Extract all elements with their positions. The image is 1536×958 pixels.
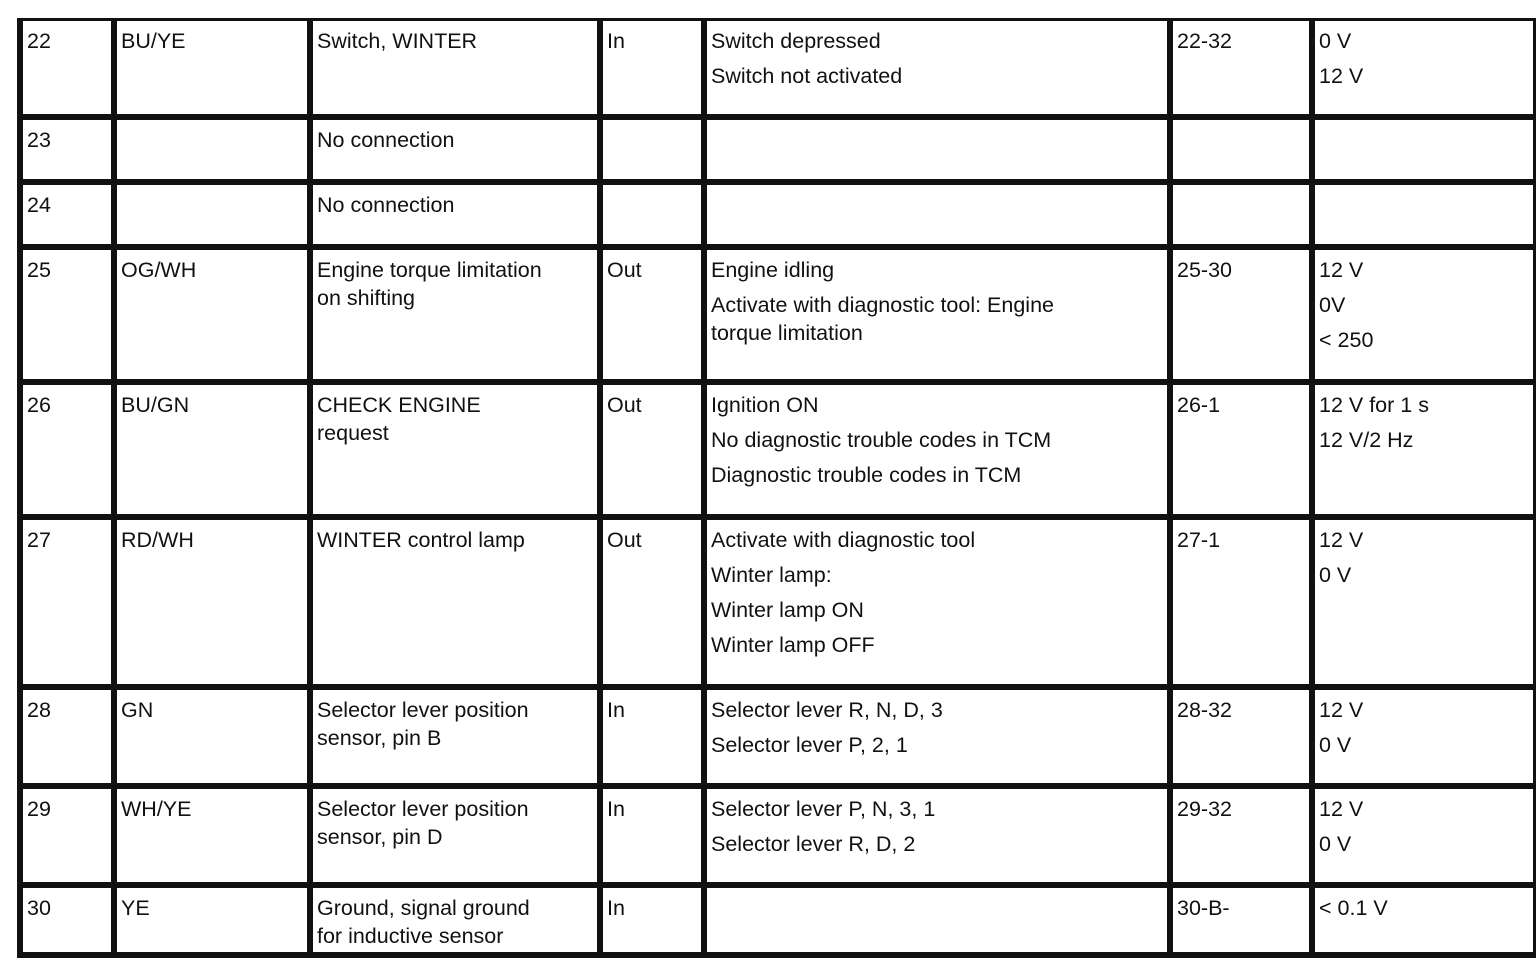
pin-function-line: Switch, WINTER (317, 29, 478, 53)
pin-function (310, 517, 600, 687)
test-conditions (704, 885, 1170, 955)
pin-number-text: 29 (27, 796, 51, 821)
wire-color (114, 786, 310, 885)
measure-points-text: 22-32 (1177, 29, 1232, 53)
test-conditions (704, 786, 1170, 885)
expected-values (1312, 687, 1536, 786)
wire-color (114, 687, 310, 786)
test-conditions (704, 382, 1170, 517)
table-row (20, 117, 1536, 182)
expected-values (1312, 382, 1536, 517)
pin-number (20, 687, 114, 786)
table-row (20, 786, 1536, 885)
test-conditions-line: Diagnostic trouble codes in TCM (711, 462, 1022, 487)
measure-points (1170, 885, 1312, 955)
measure-points (1170, 20, 1312, 117)
expected-values-line: 12 V for 1 s (1319, 392, 1429, 417)
test-conditions-line: Switch depressed (711, 29, 881, 53)
pin-number (20, 517, 114, 687)
signal-direction-text: Out (607, 257, 642, 282)
signal-direction (600, 885, 704, 955)
expected-values-line: 12 V (1319, 527, 1364, 552)
pin-function (310, 786, 600, 885)
wire-color (114, 182, 310, 247)
wire-color (114, 117, 310, 182)
pin-number (20, 786, 114, 885)
wire-color (114, 20, 310, 117)
measure-points (1170, 117, 1312, 182)
expected-values-line: 12 V (1319, 796, 1364, 821)
test-conditions-line: Winter lamp ON (711, 597, 864, 622)
test-conditions-line: Engine idling (711, 257, 835, 282)
table-row (20, 247, 1536, 382)
expected-values (1312, 786, 1536, 885)
measure-points (1170, 382, 1312, 517)
test-conditions-line: Selector lever R, D, 2 (711, 831, 916, 856)
signal-direction (600, 247, 704, 382)
expected-values-line: 0 V (1319, 732, 1352, 757)
pin-function-line: Selector lever position (317, 796, 529, 821)
pin-function-line: WINTER control lamp (317, 527, 525, 552)
expected-values-line: 0 V (1319, 29, 1352, 53)
signal-direction (600, 117, 704, 182)
pin-function (310, 885, 600, 955)
pin-rows (20, 20, 1536, 955)
table-row (20, 517, 1536, 687)
table-row (20, 20, 1536, 117)
expected-values-line: 0 V (1319, 562, 1352, 587)
pin-function (310, 182, 600, 247)
expected-values (1312, 117, 1536, 182)
pin-function-line: sensor, pin D (317, 824, 443, 849)
test-conditions-line: Winter lamp OFF (711, 632, 875, 657)
signal-direction-text: In (607, 895, 625, 920)
pin-number (20, 20, 114, 117)
pin-function (310, 117, 600, 182)
expected-values-line: < 0.1 V (1319, 895, 1388, 920)
wire-color-text: GN (121, 697, 154, 722)
pin-table (17, 18, 1536, 958)
pin-function-line: No connection (317, 127, 455, 152)
measure-points-text: 29-32 (1177, 796, 1232, 821)
pin-function-line: Ground, signal ground (317, 895, 530, 920)
wire-color (114, 517, 310, 687)
wire-color-text: OG/WH (121, 257, 197, 282)
test-conditions-line: Selector lever P, 2, 1 (711, 732, 908, 757)
measure-points-text: 28-32 (1177, 697, 1232, 722)
pin-number-text: 22 (27, 29, 51, 53)
expected-values (1312, 247, 1536, 382)
test-conditions (704, 182, 1170, 247)
pin-function-line: on shifting (317, 285, 416, 310)
wire-color (114, 885, 310, 955)
measure-points (1170, 182, 1312, 247)
pin-function-line: CHECK ENGINE (317, 392, 481, 417)
test-conditions-line: Activate with diagnostic tool: Engine (711, 292, 1055, 317)
wire-color-text: YE (121, 895, 150, 920)
pin-number-text: 26 (27, 392, 51, 417)
expected-values-line: 12 V (1319, 257, 1364, 282)
test-conditions (704, 20, 1170, 117)
table-row (20, 885, 1536, 955)
pin-number (20, 885, 114, 955)
pin-function-line: No connection (317, 192, 455, 217)
wire-color-text: BU/YE (121, 29, 186, 53)
test-conditions-line: Switch not activated (711, 64, 903, 88)
test-conditions-line: Winter lamp: (711, 562, 832, 587)
expected-values-line: 12 V/2 Hz (1319, 427, 1414, 452)
pin-function-line: Engine torque limitation (317, 257, 542, 282)
expected-values (1312, 20, 1536, 117)
measure-points-text: 30-B- (1177, 895, 1230, 920)
measure-points (1170, 687, 1312, 786)
expected-values (1312, 517, 1536, 687)
measure-points (1170, 247, 1312, 382)
signal-direction-text: In (607, 796, 625, 821)
expected-values-line: 0 V (1319, 831, 1352, 856)
pin-number-text: 27 (27, 527, 51, 552)
pin-function-line: for inductive sensor (317, 923, 504, 948)
test-conditions (704, 247, 1170, 382)
test-conditions-line: Activate with diagnostic tool (711, 527, 976, 552)
wire-color (114, 247, 310, 382)
signal-direction (600, 20, 704, 117)
measure-points (1170, 517, 1312, 687)
test-conditions-line: Selector lever R, N, D, 3 (711, 697, 943, 722)
pin-function (310, 687, 600, 786)
signal-direction-text: Out (607, 392, 642, 417)
signal-direction-text: In (607, 697, 625, 722)
pin-number (20, 382, 114, 517)
signal-direction-text: In (607, 29, 625, 53)
test-conditions (704, 687, 1170, 786)
pin-function (310, 382, 600, 517)
pin-function (310, 247, 600, 382)
pin-number (20, 117, 114, 182)
pin-number-text: 23 (27, 127, 51, 152)
expected-values (1312, 885, 1536, 955)
test-conditions (704, 117, 1170, 182)
wire-color-text: WH/YE (121, 796, 192, 821)
test-conditions-line: Selector lever P, N, 3, 1 (711, 796, 936, 821)
pin-number-text: 28 (27, 697, 51, 722)
pin-function-line: Selector lever position (317, 697, 529, 722)
pin-number-text: 30 (27, 895, 51, 920)
table-row (20, 687, 1536, 786)
expected-values-line: 0V (1319, 292, 1346, 317)
expected-values-line: 12 V (1319, 697, 1364, 722)
wire-color-text: RD/WH (121, 527, 194, 552)
table-row (20, 182, 1536, 247)
pin-number (20, 182, 114, 247)
test-conditions (704, 517, 1170, 687)
pin-number (20, 247, 114, 382)
pin-function-line: sensor, pin B (317, 725, 442, 750)
expected-values (1312, 182, 1536, 247)
test-conditions-line: No diagnostic trouble codes in TCM (711, 427, 1052, 452)
measure-points-text: 26-1 (1177, 392, 1221, 417)
expected-values-line: < 250 (1319, 327, 1374, 352)
pin-number-text: 24 (27, 192, 51, 217)
pin-function (310, 20, 600, 117)
signal-direction-text: Out (607, 527, 642, 552)
signal-direction (600, 687, 704, 786)
signal-direction (600, 786, 704, 885)
expected-values-line: 12 V (1319, 64, 1364, 88)
measure-points-text: 25-30 (1177, 257, 1232, 282)
pin-number-text: 25 (27, 257, 51, 282)
signal-direction (600, 182, 704, 247)
signal-direction (600, 382, 704, 517)
signal-direction (600, 517, 704, 687)
test-conditions-line: torque limitation (711, 320, 863, 345)
pin-function-line: request (317, 420, 389, 445)
wire-color (114, 382, 310, 517)
test-conditions-line: Ignition ON (711, 392, 819, 417)
table-row (20, 382, 1536, 517)
measure-points-text: 27-1 (1177, 527, 1221, 552)
wire-color-text: BU/GN (121, 392, 190, 417)
measure-points (1170, 786, 1312, 885)
